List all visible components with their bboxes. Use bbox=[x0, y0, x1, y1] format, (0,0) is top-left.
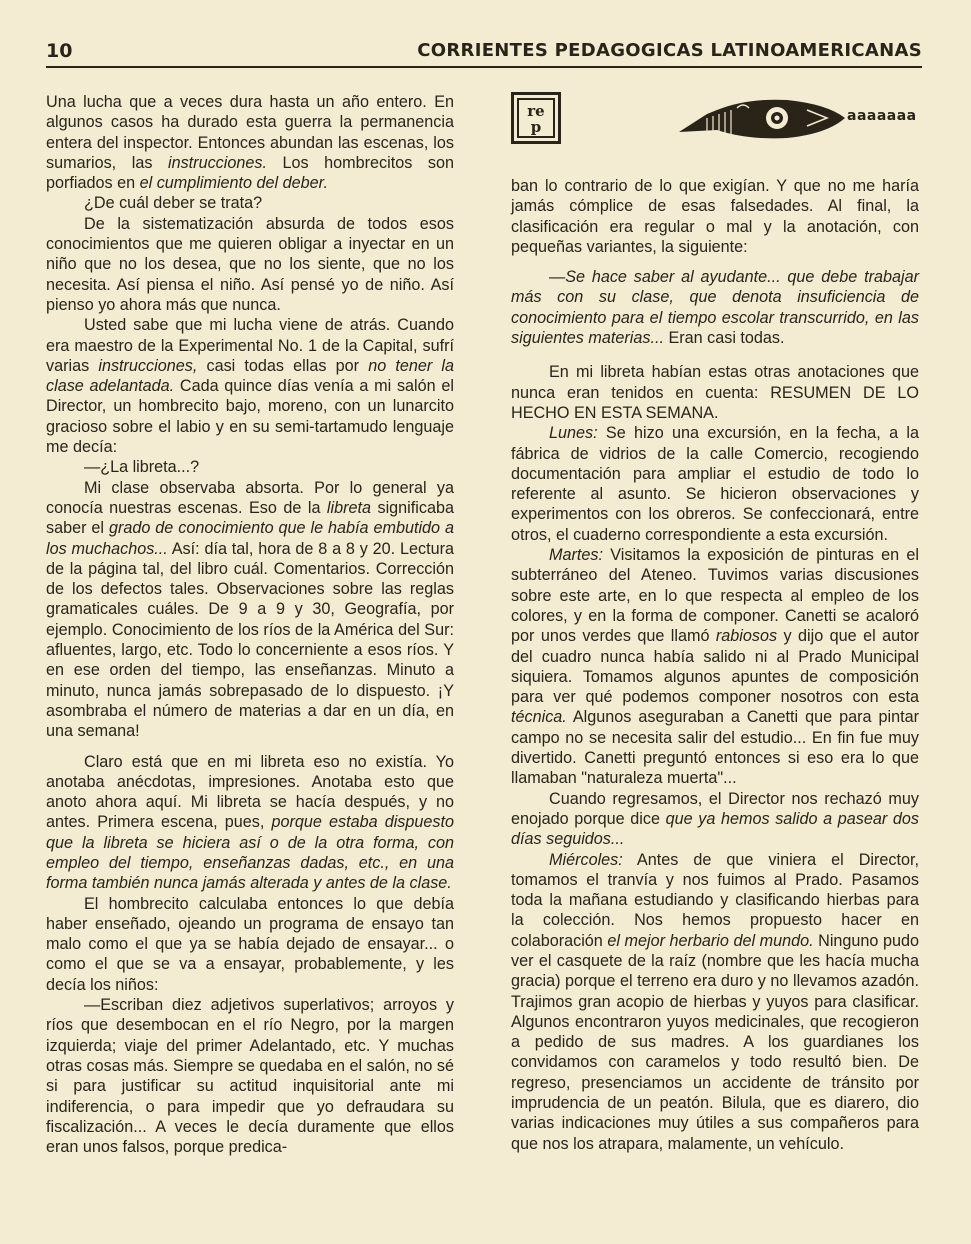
paragraph: Usted sabe que mi lucha viene de atrás. Cuando era maestro de la Experimental No. 1 de la Capital, sufrí varias instrucciones, casi todas ellas por no tener la clase adelantada. Cada quince días venía a mi salón el Director, un hombrecito bajo, moreno, con un lunarcito gracioso sobre el labio y en su semi-tartamudo lenguaje me decía: bbox=[46, 316, 455, 457]
page-header bbox=[46, 38, 922, 68]
paragraph: —¿La libreta...? bbox=[84, 458, 200, 477]
page-number: 10 bbox=[46, 40, 73, 62]
paragraph: En mi libreta habían estas otras anotaciones que nunca eran tenidos en cuenta: RESUMEN DE LO HECHO EN ESTA SEMANA. bbox=[511, 363, 919, 422]
paragraph: ¿De cuál deber se trata? bbox=[84, 194, 263, 213]
paragraph: —Se hace saber al ayudante... que debe trabajar más con su clase, que denota insuficiencia de conocimiento para el tiempo escolar transcurrido, en las siguientes materias... Eran casi todas. bbox=[511, 268, 919, 348]
paragraph: —Escriban diez adjetivos superlativos; arroyos y ríos que desembocan en el río Negro, por la margen izquierda; viaje del primer Adelantado, etc. Y muchas otras cosas más. Siempre se quedaba en el salón, no sé si para justificar su actitud inquisitorial ante mi indiferencia, o para impedir que yo defraudara su fiscalización... A veces le decía duramente que ellos eran unos falsos, porque predica- bbox=[46, 996, 454, 1157]
paragraph: De la sistematización absurda de todos esos conocimientos que me quieren obligar a inyectar en un niño que no los desea, que no los siente, que no los necesita. Así piensa el niño. Así pensé yo de niño. Así pienso yo ahora más que nunca. bbox=[46, 214, 454, 314]
paragraph: Lunes: Se hizo una excursión, en la fecha, a la fábrica de vidrios de la calle Comercio, recogiendo documentación para ampliar el estudio de todo lo referente al asunto. Se hicieron observaciones y experimentos con los obreros. Se confeccionará, entre otros, el cuaderno correspondiente a esta excursión. bbox=[511, 424, 919, 544]
svg-text:re: re bbox=[527, 102, 545, 120]
right-column bbox=[511, 176, 919, 1154]
paragraph: Martes: Visitamos la exposición de pinturas en el subterráneo del Ateneo. Tuvimos varias discusiones sobre este arte, en lo que respecta al empleo de los colores, y en la forma de componer. Canetti se acaloró por unos verdes que llamó rabiosos y dijo que el autor del cuadro nunca había salido ni al Prado Municipal siquiera. Tomamos algunos apuntes de composición para ver qué podemos componer nosotros con esta técnica. Algunos aseguraban a Canetti que para pintar campo no se necesita salir del estudio... En fin fue muy divertido. Canetti preguntó entonces si eso era lo que llamaban "naturaleza muerta"... bbox=[511, 546, 919, 788]
left-column bbox=[46, 92, 454, 1157]
fish-ornament-icon bbox=[677, 92, 847, 144]
paragraph: Mi clase observaba absorta. Por lo general ya conocía nuestras escenas. Eso de la libreta significaba saber el grado de conocimiento que le había embutido a los muchachos... Así: día tal, hora de 8 a 8 y 20. Lectura de la página tal, del libro cuál. Comentarios. Corrección de los defectos tales. Observaciones sobre las reglas gramaticales cuáles. De 9 a 9 y 30, Geografía, por ejemplo. Conocimiento de los ríos de la América del Sur: afluentes, largo, etc. Todo lo concerniente a esos ríos. Y en ese orden del tiempo, las enseñanzas. Minuto a minuto, nunca jamás sobrepasado de lo dispuesto. ¡Y asombraba el número de materias a dar en un día, en una semana! bbox=[46, 478, 454, 741]
running-title: CORRIENTES PEDAGOGICAS LATINOAMERICANAS bbox=[417, 40, 922, 61]
paragraph: Miércoles: Antes de que viniera el Director, tomamos el tranvía y nos fuimos al Prado. Pasamos toda la mañana estudiando y clasificando hierbas para la colección. Nos hemos propuesto hacer en colaboración el mejor herbario del mundo. Ninguno pudo ver el casquete de la raíz (nombre que les hacía mucha gracia) porque el terreno era duro y no llevamos azadón. Trajimos gran acopio de hierbas y yuyos para clasificar. Algunos encontraron yuyos medicinales, que recogieron a pedido de sus madres. A los guardianes los convidamos con caramelos y todo resultó bien. De regreso, presenciamos un accidente de tránsito por imprudencia de un peatón. Bilula, que es diarero, dio varias indicaciones muy útiles a sus compañeros para que nos los atrapara, malamente, un vehículo. bbox=[511, 850, 919, 1153]
decorative-header bbox=[511, 92, 921, 148]
svg-text:p: p bbox=[530, 118, 542, 136]
ornament-tail-text: aaaaaaa bbox=[847, 108, 917, 124]
paragraph: El hombrecito calculaba entonces lo que debía haber enseñado, ojeando un programa de ensayo tan malo como el que ya se había dejado de ensayar... o como el que se va a ensayar, probablemente, y les decía los niños: bbox=[46, 894, 454, 994]
rep-logo-icon bbox=[511, 92, 561, 144]
paragraph: Claro está que en mi libreta eso no existía. Yo anotaba anécdotas, impresiones. Anotaba esto que anoto ahora aquí. Mi libreta se hacía después, y no antes. Primera escena, pues, porque estaba dispuesto que la libreta se hiciera así o de la otra forma, con empleo del tiempo, enseñanzas dadas, etc., en una forma también nunca jamás alterada y antes de la clase. bbox=[46, 752, 454, 893]
paragraph: Cuando regresamos, el Director nos rechazó muy enojado porque dice que ya hemos salido a pasear dos días seguidos... bbox=[511, 789, 919, 849]
paragraph: Una lucha que a veces dura hasta un año entero. En algunos casos ha durado esta guerra la permanencia entera del inspector. Entonces abundan las escenas, los sumarios, las instrucciones. Los hombrecitos son porfiados en el cumplimiento del deber. bbox=[46, 93, 454, 193]
paragraph: ban lo contrario de lo que exigían. Y que no me haría jamás cómplice de esas falsedades. Al final, la clasificación era regular o mal y la anotación, con pequeñas variantes, la siguiente: bbox=[511, 177, 919, 256]
